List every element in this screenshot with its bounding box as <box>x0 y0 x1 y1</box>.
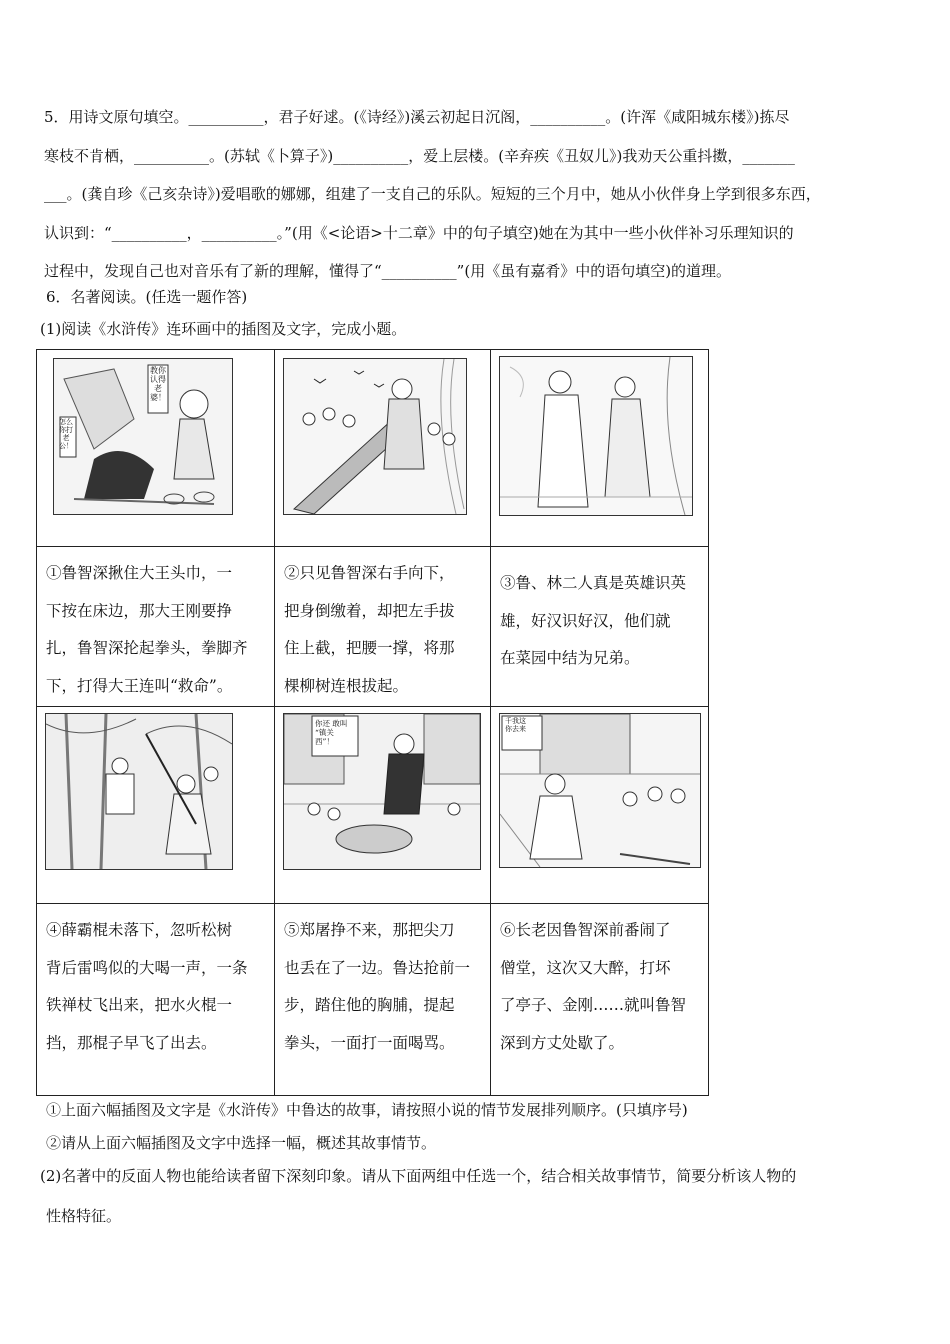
q5-line-1: 5．用诗文原句填空。__________，君子好逑。(《诗经》)溪云初起日沉阁，__________。(许浑《咸阳城东楼》)拣尽 <box>44 108 790 126</box>
comic-table <box>36 349 709 1096</box>
panel-3-illustration <box>499 356 693 516</box>
question-6-item-2: ②请从上面六幅插图及文字中选择一幅，概述其故事情节。 <box>46 1134 437 1152</box>
panel-1-caption-cell <box>37 547 275 707</box>
panel-4-drawing <box>46 714 232 869</box>
panel-5-drawing <box>284 714 480 869</box>
panel-5-speech-bubble: 你还 敢叫 “镇关 西”！ <box>315 719 348 746</box>
panel-6-caption-cell <box>491 904 709 1096</box>
panel-2-image-cell <box>275 350 491 547</box>
panel-5-caption: ⑤郑屠挣不来，那把尖刀 也丢在了一边。鲁达抢前一 步，踏住他的胸脯，提起 拳头，一面打一面喝骂。 <box>284 921 471 1052</box>
panel-1-caption: ①鲁智深揪住大王头巾，一 下按在床边，那大王刚要挣 扎，鲁智深抡起拳头，拳脚齐 下，打得大王连叫“救命”。 <box>46 564 248 695</box>
panel-2-illustration <box>283 358 467 515</box>
panel-5-caption-cell <box>275 904 491 1096</box>
panel-2-drawing <box>284 359 466 514</box>
question-6-title: 6．名著阅读。(任选一题作答) <box>46 288 248 306</box>
panel-6-drawing <box>500 714 700 867</box>
panel-1-speech-bubble-a: 教你认得 老婆！ <box>150 366 166 402</box>
panel-2-caption: ②只见鲁智深右手向下， 把身倒缴着，却把左手拔 住上截，把腰一撑，将那 棵柳树连根拔起。 <box>284 564 455 695</box>
panel-1-image-cell <box>37 350 275 547</box>
panel-6-speech-bubble: 千我这 你去来 <box>505 717 526 733</box>
question-6-sub-2-line-1: (2)名著中的反面人物也能给读者留下深刻印象。请从下面两组中任选一个，结合相关故事情节，简要分析该人物的 <box>40 1167 797 1185</box>
panel-4-caption-cell <box>37 904 275 1096</box>
panel-4-caption: ④薛霸棍未落下，忽听松树 背后雷鸣似的大喝一声，一条 铁禅杖飞出来，把水火棍一 挡，那棍子早飞了出去。 <box>46 921 248 1052</box>
panel-1-illustration <box>53 358 233 515</box>
q5-line-5: 过程中，发现自己也对音乐有了新的理解，懂得了“__________”(用《虽有嘉肴》中的语句填空)的道理。 <box>44 262 732 281</box>
question-5 <box>44 98 910 291</box>
question-6-sub-2-line-2: 性格特征。 <box>46 1207 122 1225</box>
question-6-item-1: ①上面六幅插图及文字是《水浒传》中鲁达的故事，请按照小说的情节发展排列顺序。(只填序号) <box>46 1101 688 1119</box>
panel-6-image-cell <box>491 707 709 904</box>
q5-line-3: ___。(龚自珍《己亥杂诗》)爱唱歌的娜娜，组建了一支自己的乐队。短短的三个月中，她从小伙伴身上学到很多东西， <box>44 185 821 204</box>
panel-5-image-cell <box>275 707 491 904</box>
question-6-sub-1: (1)阅读《水浒传》连环画中的插图及文字，完成小题。 <box>40 320 407 338</box>
panel-3-drawing <box>500 357 692 515</box>
panel-4-image-cell <box>37 707 275 904</box>
panel-6-illustration <box>499 713 701 868</box>
panel-1-speech-bubble-b: 怎么 你打 老公！ <box>59 418 73 450</box>
panel-1-drawing <box>54 359 232 514</box>
panel-5-illustration <box>283 713 481 870</box>
panel-3-image-cell <box>491 350 709 547</box>
panel-4-illustration <box>45 713 233 870</box>
panel-3-caption: ③鲁、林二人真是英雄识英 雄，好汉识好汉，他们就 在菜园中结为兄弟。 <box>500 574 687 667</box>
q5-line-4: 认识到：“__________，__________。”(用《<论语>十二章》中的句子填空)她在为其中一些小伙伴补习乐理知识的 <box>44 223 794 242</box>
panel-6-caption: ⑥长老因鲁智深前番闹了 僧堂，这次又大醉，打坏 了亭子、金刚……就叫鲁智 深到方丈处歇了。 <box>500 921 687 1052</box>
q5-line-2: 寒枝不肯栖，__________。(苏轼《卜算子》)__________，爱上层楼。(辛弃疾《丑奴儿》)我劝天公重抖擞，_______ <box>44 146 795 165</box>
panel-3-caption-cell <box>491 547 709 707</box>
panel-2-caption-cell <box>275 547 491 707</box>
